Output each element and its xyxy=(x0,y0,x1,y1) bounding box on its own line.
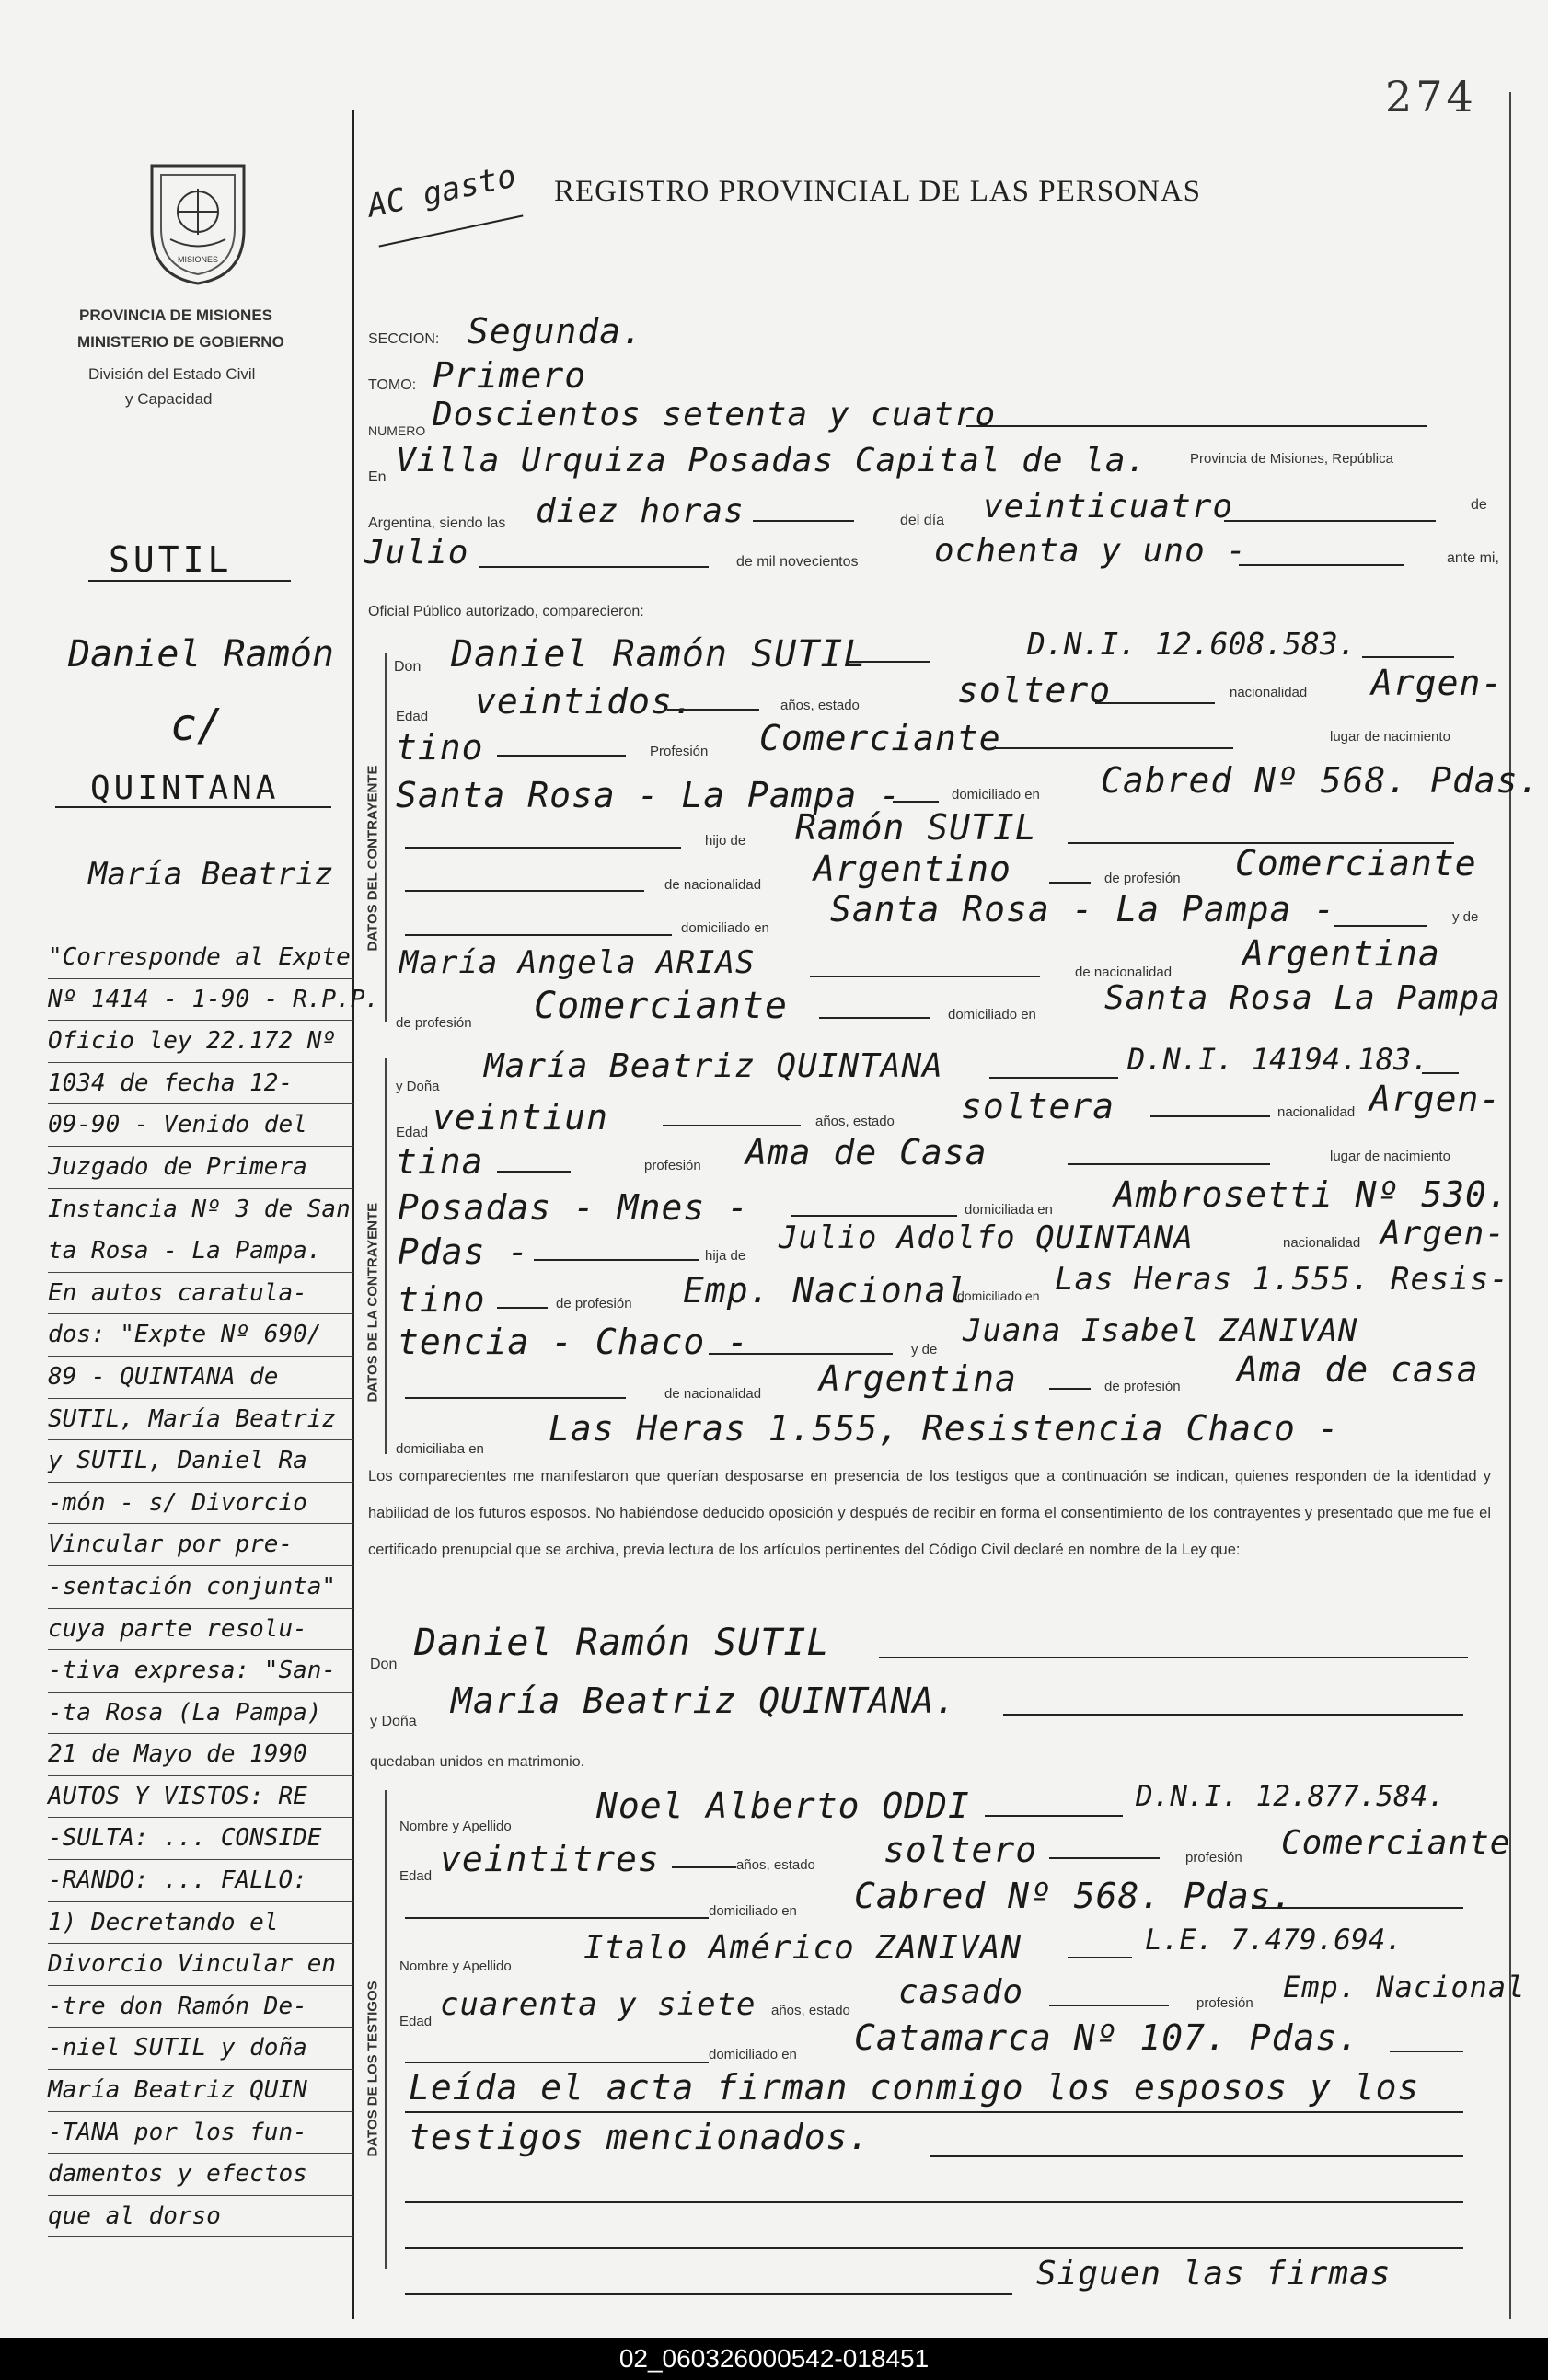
groom-dni: D.N.I. 12.608.583. xyxy=(1027,626,1357,662)
groom-father: Ramón SUTIL xyxy=(795,807,1037,848)
margin-connector: c/ xyxy=(170,699,224,751)
t1-name: Noel Alberto ODDI xyxy=(596,1785,970,1826)
margin-note-line: Instancia Nº 3 de San xyxy=(48,1189,353,1231)
bride-dom-label: domiciliada en xyxy=(965,1202,1053,1218)
bride-father-nac: Argen- xyxy=(1380,1215,1507,1253)
month-line xyxy=(479,566,709,568)
margin-note-line: -tre don Ramón De- xyxy=(48,1986,353,2028)
groom-mother-dom-label: domiciliado en xyxy=(948,1007,1036,1022)
margin-note-line: que al dorso xyxy=(48,2196,353,2238)
margin-note-line: y SUTIL, Daniel Ra xyxy=(48,1440,353,1483)
final-groom: Daniel Ramón SUTIL xyxy=(414,1622,830,1664)
groom-nac: Argen- xyxy=(1371,663,1504,703)
seal-text: MISIONES xyxy=(177,255,219,264)
groom-dni-line xyxy=(1362,656,1454,658)
groom-nac-cont-line xyxy=(497,755,626,757)
en-label: En xyxy=(368,469,387,485)
document-title: REGISTRO PROVINCIAL DE LAS PERSONAS xyxy=(554,175,1202,208)
seccion-value: Segunda. xyxy=(468,311,644,352)
t2-edad: cuarenta y siete xyxy=(440,1986,757,2023)
t2-le: L.E. 7.479.694. xyxy=(1145,1924,1403,1957)
bride-father-prof-label: de profesión xyxy=(556,1296,632,1311)
bride-y-de-label: y de xyxy=(911,1342,938,1358)
bride-edad: veintiun xyxy=(433,1097,609,1138)
margin-surname-2: QUINTANA xyxy=(90,769,280,807)
groom-father-dom-label: domiciliado en xyxy=(681,920,769,936)
groom-father-prof-label: de profesión xyxy=(1104,871,1181,886)
margin-note-line: -niel SUTIL y doña xyxy=(48,2028,353,2070)
groom-mother: María Angela ARIAS xyxy=(399,944,756,981)
t1-edad-label: Edad xyxy=(399,1868,433,1884)
bride-name: María Beatriz QUINTANA xyxy=(484,1047,943,1085)
margin-name-1: Daniel Ramón xyxy=(68,633,334,676)
don-label: Don xyxy=(394,659,422,675)
contrayenta-section-label: DATOS DE LA CONTRAYENTE xyxy=(364,1202,381,1403)
groom-father-nac: Argentino xyxy=(814,849,1011,889)
bride-dni-line xyxy=(1422,1072,1459,1074)
groom-mother-dom: Santa Rosa La Pampa xyxy=(1104,979,1501,1017)
bride-estado: soltera xyxy=(961,1086,1115,1126)
bride-mother-nac-label: de nacionalidad xyxy=(664,1386,762,1402)
groom-edad-label: Edad xyxy=(396,709,429,724)
closing-rule-1 xyxy=(405,2111,1463,2113)
groom-mother-nac: Argentina xyxy=(1242,933,1440,974)
division-label-1: División del Estado Civil xyxy=(88,365,256,383)
bride-prof-label: profesión xyxy=(644,1158,701,1173)
margin-note-line: Oficio ley 22.172 Nº xyxy=(48,1021,353,1063)
bride-dni: D.N.I. 14194.183. xyxy=(1127,1042,1429,1077)
t1-name-line xyxy=(985,1815,1123,1817)
t2-edad-label: Edad xyxy=(399,2014,433,2029)
bride-father-dom-cont-line xyxy=(709,1353,893,1355)
de-label: de xyxy=(1471,497,1487,513)
final-bride-line xyxy=(1003,1714,1463,1716)
groom-mother-prof-label: de profesión xyxy=(396,1015,472,1031)
numero-label: NUMERO xyxy=(368,423,426,438)
groom-father-dom-line xyxy=(1334,925,1427,927)
month-value: Julio xyxy=(364,534,469,572)
year-value: ochenta y uno - xyxy=(934,532,1248,570)
blank-rule-3 xyxy=(405,2293,1012,2295)
groom-nac-label: nacionalidad xyxy=(1230,685,1308,700)
margin-note-line: -sentación conjunta" xyxy=(48,1566,353,1609)
margin-note-line: 1) Decretando el xyxy=(48,1902,353,1945)
margin-note-line: damentos y efectos xyxy=(48,2154,353,2196)
argentina-label: Argentina, siendo las xyxy=(368,515,506,531)
contrayente-section-label: DATOS DEL CONTRAYENTE xyxy=(364,765,381,952)
margin-note-line: Divorcio Vincular en xyxy=(48,1944,353,1986)
t2-anos-label: años, estado xyxy=(771,2003,850,2018)
t1-anos-label: años, estado xyxy=(736,1857,815,1873)
bride-lugar-label: lugar de nacimiento xyxy=(1330,1149,1450,1164)
groom-mother-prof-line xyxy=(819,1017,930,1019)
margin-note-line: dos: "Expte Nº 690/ xyxy=(48,1314,353,1357)
groom-lugar: Santa Rosa - La Pampa - xyxy=(396,775,902,815)
groom-prof: Comerciante xyxy=(759,718,1001,758)
margin-note-line: 89 - QUINTANA de xyxy=(48,1357,353,1399)
y-de-label: y de xyxy=(1452,909,1479,925)
numero-value: Doscientos setenta y cuatro xyxy=(433,396,997,433)
closing-rule-2 xyxy=(930,2155,1463,2157)
t2-dom: Catamarca Nº 107. Pdas. xyxy=(854,2017,1360,2058)
bride-father-prof: Emp. Nacional xyxy=(683,1270,969,1311)
bride-lugar-line xyxy=(791,1215,957,1217)
dona-label: y Doña xyxy=(396,1079,440,1094)
margin-note-line: -món - s/ Divorcio xyxy=(48,1483,353,1525)
t1-estado-line xyxy=(1049,1857,1160,1859)
groom-father-nac-pre xyxy=(405,890,644,892)
groom-father-nac-label: de nacionalidad xyxy=(664,877,762,893)
margin-surname-1: SUTIL xyxy=(109,539,233,580)
margin-note-line: María Beatriz QUIN xyxy=(48,2070,353,2112)
t2-prof: Emp. Nacional xyxy=(1283,1970,1526,2005)
t2-estado-line xyxy=(1049,2005,1169,2006)
groom-lugar-label: lugar de nacimiento xyxy=(1330,729,1450,745)
tomo-label: TOMO: xyxy=(368,377,417,393)
seccion-label: SECCION: xyxy=(368,331,440,347)
t1-name-label: Nombre y Apellido xyxy=(399,1819,512,1834)
bride-mother-nac-line xyxy=(1049,1388,1091,1390)
t2-name: Italo Américo ZANIVAN xyxy=(583,1929,1022,1967)
groom-prof-label: Profesión xyxy=(650,744,709,759)
ante-mi-label: ante mi, xyxy=(1447,550,1499,566)
annotation-stamp: AC gasto xyxy=(364,157,520,225)
t2-dom-pre xyxy=(405,2062,709,2063)
provincial-seal-icon xyxy=(143,147,253,285)
groom-father-dom-pre xyxy=(405,934,672,936)
bride-mother-prof: Ama de casa xyxy=(1237,1349,1479,1390)
margin-note-line: cuya parte resolu- xyxy=(48,1609,353,1651)
bride-mother-prof-label: de profesión xyxy=(1104,1379,1181,1394)
province-label: PROVINCIA DE MISIONES xyxy=(79,306,273,324)
bride-mother-nac-pre xyxy=(405,1397,626,1399)
t2-dom-label: domiciliado en xyxy=(709,2047,797,2062)
division-label-2: y Capacidad xyxy=(125,390,213,408)
t1-dom: Cabred Nº 568. Pdas. xyxy=(854,1876,1294,1916)
groom-father-nac-line xyxy=(1049,882,1091,884)
bride-edad-label: Edad xyxy=(396,1125,429,1140)
groom-nac-cont: tino xyxy=(396,727,484,768)
bride-father-nac-cont: tino xyxy=(398,1279,486,1320)
groom-father-dom: Santa Rosa - La Pampa - xyxy=(830,889,1336,930)
groom-estado: soltero xyxy=(957,670,1112,711)
groom-mother-line xyxy=(810,976,1040,977)
annotation-underline xyxy=(379,214,524,247)
groom-edad-line xyxy=(667,709,759,711)
margin-note-line: 21 de Mayo de 1990 xyxy=(48,1734,353,1776)
margin-note-line: ta Rosa - La Pampa. xyxy=(48,1230,353,1273)
t1-edad: veintitres xyxy=(440,1839,660,1879)
t2-name-line xyxy=(1068,1957,1132,1958)
bride-nac-cont-line xyxy=(497,1171,571,1173)
groom-estado-line xyxy=(1095,702,1215,704)
statement-text: Los comparecientes me manifestaron que querían desposarse en presencia de los testigos que a continuación se indican, quienes responden de la identidad y habilidad de los futuros esposos. No habiéndose deducido oposición y después de recibir en forma el consentimiento de los contrayentes y presentado que me fue el certificado prenupcial que se archiva, previa lectura de los artículos pertinentes del Código Civil declaré en nombre de la Ley que: xyxy=(368,1468,1491,1558)
groom-lugar-line xyxy=(893,801,939,803)
closing-line-1: Leída el acta firman conmigo los esposos y los xyxy=(409,2067,1420,2108)
bride-edad-line xyxy=(663,1125,801,1126)
day-value: veinticuatro xyxy=(983,488,1234,526)
bride-prof: Ama de Casa xyxy=(745,1132,988,1173)
t1-dni: D.N.I. 12.877.584. xyxy=(1136,1780,1445,1813)
bride-father-nac-cont-line xyxy=(497,1307,548,1309)
section-rule-contrayenta xyxy=(385,1058,387,1454)
bride-father-dom: Las Heras 1.555. Resis- xyxy=(1055,1261,1509,1298)
t1-estado: soltero xyxy=(884,1830,1038,1870)
section-rule-testigos xyxy=(385,1790,387,2269)
del-dia-label: del día xyxy=(900,513,945,528)
footer-code: 02_060326000542-018451 xyxy=(0,2338,1548,2380)
final-groom-line xyxy=(879,1657,1468,1658)
bride-nac-cont: tina xyxy=(396,1141,484,1182)
margin-note-line: Juzgado de Primera xyxy=(48,1147,353,1189)
hour-value: diez horas xyxy=(536,492,745,530)
bride-lugar: Posadas - Mnes - xyxy=(398,1187,750,1228)
bride-domicilio: Ambrosetti Nº 530. xyxy=(1114,1174,1509,1215)
bride-dom-cont: Pdas - xyxy=(398,1231,530,1272)
blank-rule-2 xyxy=(405,2247,1463,2249)
signatures-note: Siguen las firmas xyxy=(1036,2255,1392,2293)
t1-dom-label: domiciliado en xyxy=(709,1903,797,1919)
margin-note-line: -tiva expresa: "San- xyxy=(48,1650,353,1693)
hijo-line xyxy=(405,847,681,849)
bride-anos-label: años, estado xyxy=(815,1114,895,1129)
bride-mother-nac: Argentina xyxy=(819,1358,1017,1399)
final-bride: María Beatriz QUINTANA. xyxy=(451,1681,957,1721)
numero-line xyxy=(966,425,1427,427)
groom-edad: veintidos. xyxy=(475,681,695,722)
groom-father-prof: Comerciante xyxy=(1235,843,1477,884)
bride-father-nac-label: nacionalidad xyxy=(1283,1235,1361,1251)
groom-mother-nac-label: de nacionalidad xyxy=(1075,965,1173,980)
bride-hija-label: hija de xyxy=(705,1248,746,1264)
groom-prof-line xyxy=(994,747,1233,749)
place-value: Villa Urquiza Posadas Capital de la. xyxy=(396,442,1148,479)
groom-domicilio: Cabred Nº 568. Pdas. xyxy=(1101,760,1541,801)
margin-note-line: -RANDO: ... FALLO: xyxy=(48,1860,353,1902)
bride-mother-dom: Las Heras 1.555, Resistencia Chaco - xyxy=(549,1408,1340,1449)
united-label: quedaban unidos en matrimonio. xyxy=(370,1754,585,1770)
bride-father: Julio Adolfo QUINTANA xyxy=(779,1219,1194,1256)
hour-line xyxy=(753,520,854,522)
margin-note-line: AUTOS Y VISTOS: RE xyxy=(48,1776,353,1819)
groom-mother-prof: Comerciante xyxy=(534,985,788,1027)
bride-nac: Argen- xyxy=(1369,1079,1502,1119)
margin-note-line: SUTIL, María Beatriz xyxy=(48,1399,353,1441)
page-number: 274 xyxy=(1385,72,1477,121)
groom-line xyxy=(847,661,930,663)
t2-estado: casado xyxy=(898,1973,1024,2011)
t1-dom-line xyxy=(1252,1907,1463,1909)
tomo-value: Primero xyxy=(433,355,587,396)
bride-nac-label: nacionalidad xyxy=(1277,1104,1356,1120)
groom-name: Daniel Ramón SUTIL xyxy=(451,633,867,676)
t1-edad-line xyxy=(672,1866,736,1868)
final-dona-label: y Doña xyxy=(370,1714,417,1729)
margin-underline-2 xyxy=(55,806,331,808)
t2-prof-label: profesión xyxy=(1196,1995,1253,2011)
bride-line xyxy=(989,1077,1118,1079)
de-mil-label: de mil novecientos xyxy=(736,554,859,570)
bride-estado-line xyxy=(1150,1115,1270,1117)
day-line xyxy=(1224,520,1436,522)
margin-note-line: -TANA por los fun- xyxy=(48,2112,353,2155)
final-don-label: Don xyxy=(370,1657,398,1672)
oficial-label: Oficial Público autorizado, comparecieron: xyxy=(368,604,644,619)
provincia-label: Provincia de Misiones, República xyxy=(1190,451,1393,467)
year-line xyxy=(1239,564,1404,566)
closing-line-2: testigos mencionados. xyxy=(409,2117,871,2157)
groom-anos-label: años, estado xyxy=(780,698,860,713)
t2-dom-line xyxy=(1390,2051,1463,2052)
bride-prof-line xyxy=(1068,1163,1270,1165)
margin-note-line: 09-90 - Venido del xyxy=(48,1104,353,1147)
ministry-label: MINISTERIO DE GOBIERNO xyxy=(77,333,284,351)
margin-underline-1 xyxy=(88,580,291,582)
t1-dom-pre xyxy=(405,1917,709,1919)
bride-dom-cont-line xyxy=(534,1259,699,1261)
margin-name-2: María Beatriz xyxy=(88,856,334,893)
margin-note-line: "Corresponde al Expte xyxy=(48,937,353,979)
hijo-label: hijo de xyxy=(705,833,746,849)
blank-rule-1 xyxy=(405,2201,1463,2203)
testigos-section-label: DATOS DE LOS TESTIGOS xyxy=(364,1981,381,2157)
groom-dom-label: domiciliado en xyxy=(952,787,1040,803)
margin-note-line: Vincular por pre- xyxy=(48,1524,353,1566)
margin-note-line: Nº 1414 - 1-90 - R.P.P. xyxy=(48,979,353,1022)
margin-note-line: En autos caratula- xyxy=(48,1273,353,1315)
bride-mother: Juana Isabel ZANIVAN xyxy=(963,1312,1358,1349)
bride-father-dom-cont: tencia - Chaco - xyxy=(398,1322,750,1362)
bride-father-dom-label: domiciliado en xyxy=(957,1288,1040,1303)
margin-note-line: -ta Rosa (La Pampa) xyxy=(48,1693,353,1735)
t2-name-label: Nombre y Apellido xyxy=(399,1958,512,1974)
bride-mother-dom-label: domiciliaba en xyxy=(396,1441,484,1457)
t1-prof-label: profesión xyxy=(1185,1850,1242,1866)
margin-note-line: 1034 de fecha 12- xyxy=(48,1063,353,1105)
margin-note-line: -SULTA: ... CONSIDE xyxy=(48,1818,353,1860)
t1-prof: Comerciante xyxy=(1281,1824,1511,1862)
section-rule-contrayente xyxy=(385,653,387,1022)
